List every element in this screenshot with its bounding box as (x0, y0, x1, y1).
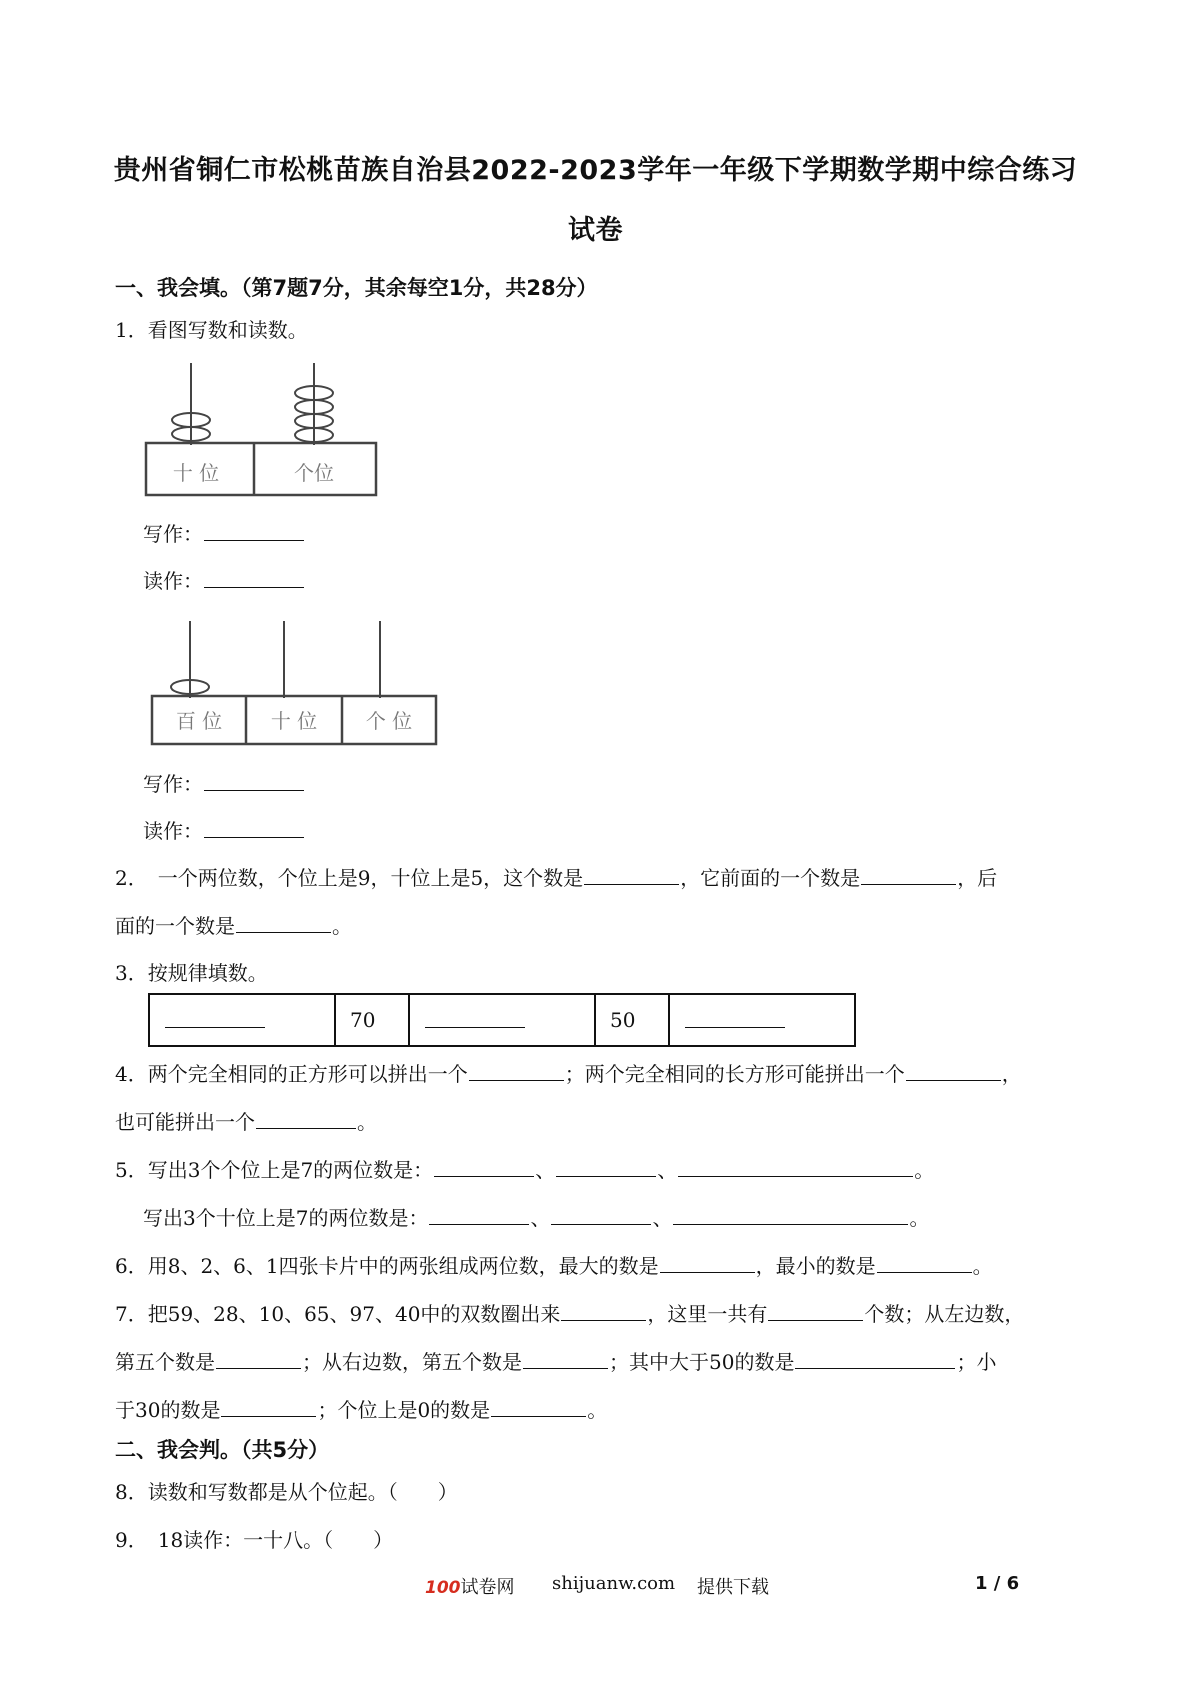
answer-blank[interactable] (561, 1300, 646, 1321)
answer-blank[interactable] (556, 1156, 656, 1177)
q4-text: ， (1001, 1062, 1022, 1086)
site-name: 试卷网 (460, 1577, 515, 1598)
write-line-1 (143, 518, 305, 547)
q7-text: 7．把59、28、10、65、97、40中的双数圈出来 (115, 1302, 561, 1326)
question-5 (115, 1154, 934, 1183)
answer-blank[interactable] (551, 1204, 651, 1225)
answer-blank[interactable] (256, 1108, 356, 1129)
sequence-cell[interactable] (669, 994, 855, 1046)
sequence-cell: 50 (595, 994, 669, 1046)
site-logo: 100 (425, 1578, 461, 1598)
write-line-2 (143, 768, 305, 797)
q5-text: 5．写出3个个位上是7的两位数是： (115, 1158, 434, 1182)
footer-domain[interactable]: shijuanw.com (552, 1573, 676, 1594)
answer-blank[interactable] (216, 1348, 301, 1369)
page-title-line2: 试卷 (568, 215, 623, 246)
read-line-1 (143, 565, 305, 594)
answer-blank[interactable] (660, 1252, 755, 1273)
write-label: 写作： (143, 772, 203, 796)
q6-text: 6．用8、2、6、1四张卡片中的两张组成两位数，最大的数是 (115, 1254, 659, 1278)
answer-blank[interactable] (861, 864, 956, 885)
read-line-2 (143, 815, 305, 844)
q7-text: ；个位上是0的数是 (317, 1398, 491, 1422)
answer-blank[interactable] (768, 1300, 863, 1321)
q2-text: 。 (332, 914, 352, 938)
q7-text: ；从右边数，第五个数是 (302, 1350, 522, 1374)
separator: 、 (535, 1158, 556, 1182)
separator: 。 (909, 1206, 930, 1230)
abacus-label-hundreds: 百 位 (175, 709, 223, 733)
question-7-cont (115, 1346, 996, 1375)
question-7-cont2 (115, 1394, 607, 1423)
answer-blank[interactable] (584, 864, 679, 885)
abacus-figure-1 (144, 360, 384, 500)
q7-text: 个数；从左边数， (864, 1302, 1025, 1326)
answer-blank[interactable] (877, 1252, 972, 1273)
answer-blank[interactable] (906, 1060, 1001, 1081)
answer-blank[interactable] (523, 1348, 608, 1369)
sequence-cell[interactable] (149, 994, 335, 1046)
abacus-label-ones: 个 位 (365, 709, 413, 733)
abacus-label-ones: 个位 (294, 461, 334, 485)
question-2-cont (115, 910, 352, 939)
q7-text: ；小 (956, 1350, 997, 1374)
question-2 (115, 862, 997, 891)
page-number: 1 / 6 (975, 1573, 1020, 1594)
sequence-cell: 70 (335, 994, 409, 1046)
q7-text: 于30的数是 (115, 1398, 221, 1422)
read-label: 读作： (143, 569, 203, 593)
separator: 、 (652, 1206, 673, 1230)
answer-blank[interactable] (204, 567, 304, 588)
answer-blank[interactable] (491, 1396, 586, 1417)
question-5-line2 (143, 1202, 929, 1231)
answer-blank[interactable] (204, 817, 304, 838)
q6-text: 。 (972, 1254, 993, 1278)
answer-blank[interactable] (221, 1396, 316, 1417)
answer-blank[interactable] (429, 1204, 529, 1225)
q4-text: 4．两个完全相同的正方形可以拼出一个 (115, 1062, 468, 1086)
read-label: 读作： (143, 819, 203, 843)
separator: 、 (530, 1206, 551, 1230)
q4-text: 也可能拼出一个 (115, 1110, 255, 1134)
abacus-figure-2 (144, 618, 444, 748)
answer-blank[interactable] (673, 1204, 908, 1225)
q2-text: 面的一个数是 (115, 914, 235, 938)
page-title: 贵州省铜仁市松桃苗族自治县2022-2023学年一年级下学期数学期中综合练习 (113, 155, 1078, 186)
question-1: 1．看图写数和读数。 (115, 318, 308, 342)
answer-blank[interactable] (204, 520, 304, 541)
question-4 (115, 1058, 1022, 1087)
q4-text: ；两个完全相同的长方形可能拼出一个 (564, 1062, 905, 1086)
q6-text: ，最小的数是 (755, 1254, 876, 1278)
sequence-table (148, 993, 856, 1047)
footer-brand (425, 1573, 515, 1599)
section-heading: 一、我会填。（第7题7分，其余每空1分，共28分） (115, 276, 598, 300)
answer-blank[interactable] (434, 1156, 534, 1177)
question-9: 9． 18读作：一十八。（ ） (115, 1528, 394, 1552)
question-4-cont (115, 1106, 377, 1135)
sequence-cell[interactable] (409, 994, 595, 1046)
section-heading: 二、我会判。（共5分） (115, 1438, 330, 1462)
answer-blank[interactable] (204, 770, 304, 791)
write-label: 写作： (143, 522, 203, 546)
question-7 (115, 1298, 1024, 1327)
question-3: 3．按规律填数。 (115, 961, 268, 985)
q7-text: 。 (587, 1398, 608, 1422)
q7-text: 第五个数是 (115, 1350, 215, 1374)
answer-blank[interactable] (469, 1060, 564, 1081)
q7-text: ；其中大于50的数是 (609, 1350, 795, 1374)
abacus-label-tens: 十 位 (172, 461, 220, 485)
q5-text: 写出3个十位上是7的两位数是： (143, 1206, 429, 1230)
abacus-label-tens: 十 位 (270, 709, 318, 733)
answer-blank[interactable] (678, 1156, 913, 1177)
q7-text: ，这里一共有 (647, 1302, 768, 1326)
q4-text: 。 (357, 1110, 377, 1134)
footer-provider: 提供下载 (697, 1577, 769, 1598)
q2-text: ，后 (957, 866, 998, 890)
answer-blank[interactable] (795, 1348, 955, 1369)
q2-text: ，它前面的一个数是 (680, 866, 861, 890)
answer-blank[interactable] (236, 912, 331, 933)
q2-text: 2． 一个两位数，个位上是9，十位上是5，这个数是 (115, 866, 584, 890)
separator: 、 (657, 1158, 678, 1182)
question-6 (115, 1250, 993, 1279)
separator: 。 (914, 1158, 935, 1182)
question-8: 8．读数和写数都是从个位起。（ ） (115, 1480, 458, 1504)
